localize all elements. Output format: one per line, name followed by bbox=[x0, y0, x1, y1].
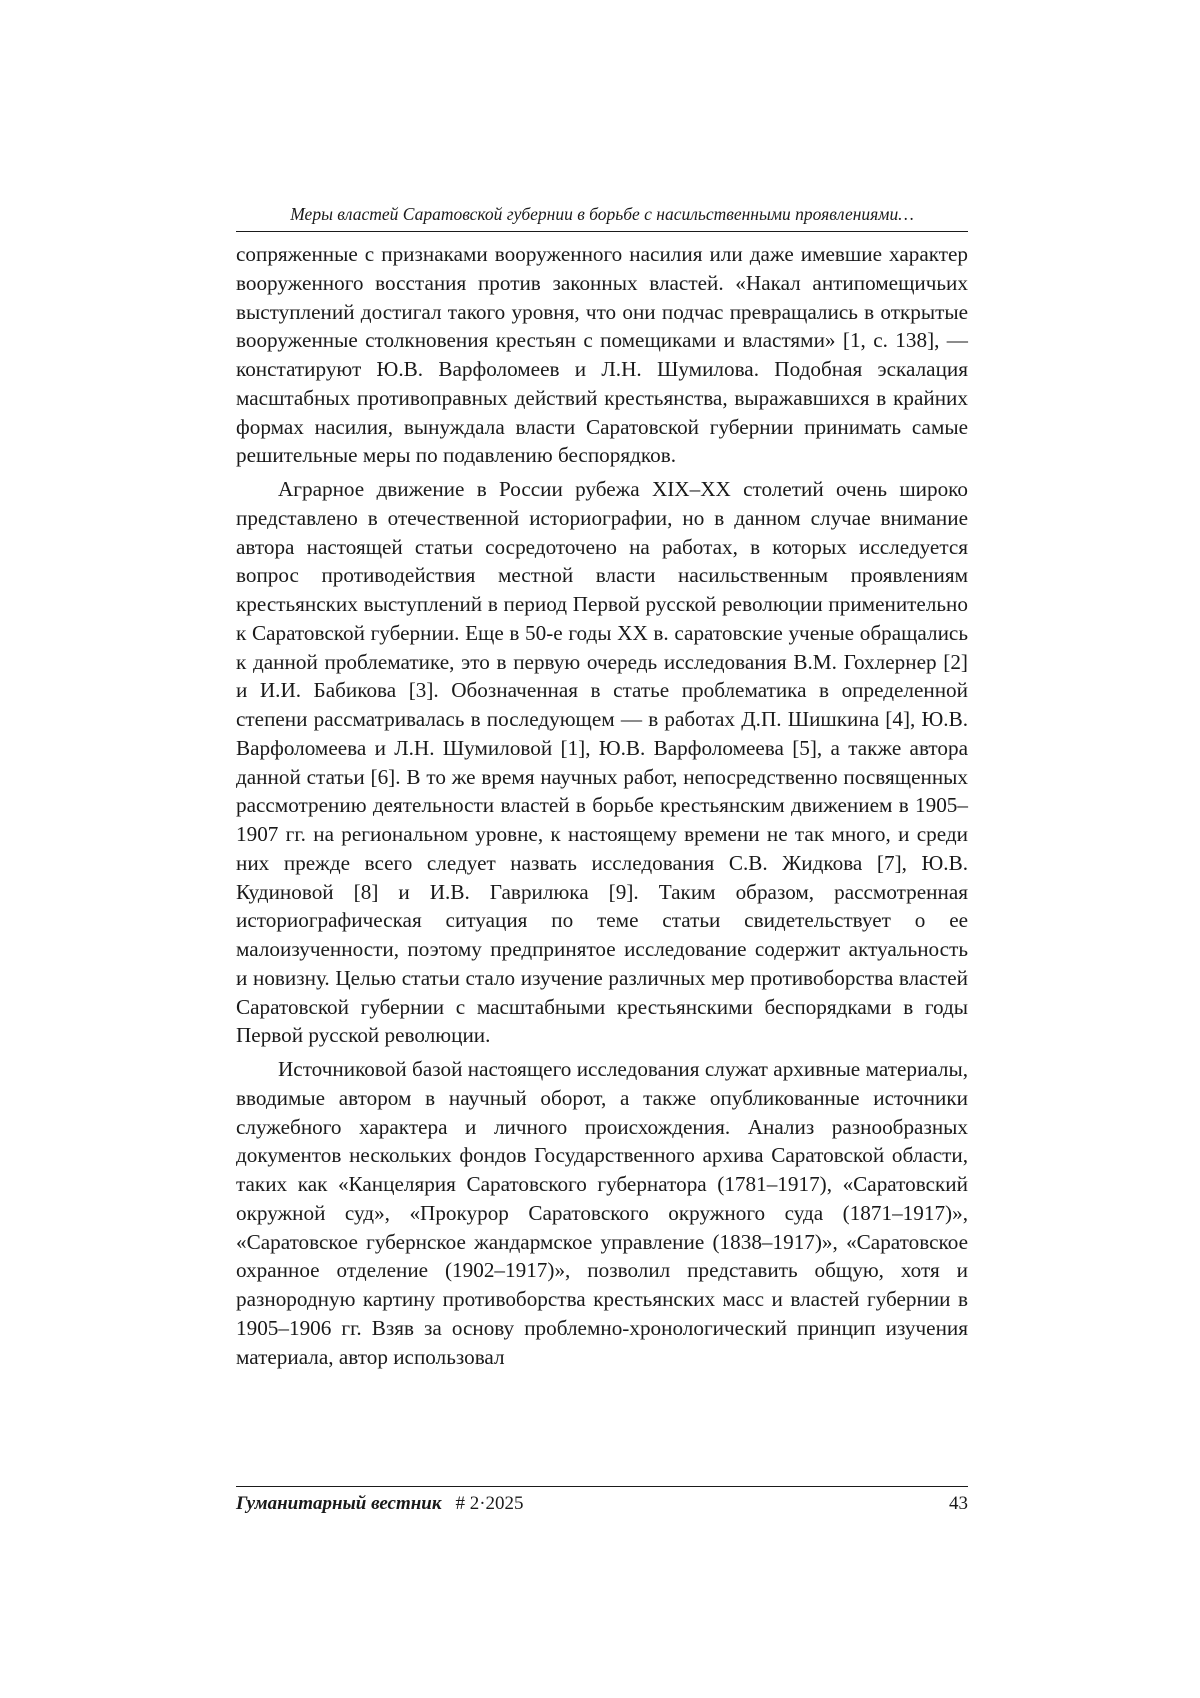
paragraph-historiography: Аграрное движение в России рубежа XIX–XX столетий очень широко представлено в отечественной историографии, но в данном случае внимание автора настоящей статьи сосредоточено на работах, в которых исследуется вопрос противодействия местной власти насильственным проявлениям крестьянских выступлений в период Первой русской революции применительно к Саратовской губернии. Еще в 50-е годы XX в. саратовские ученые обращались к данной проблематике, это в первую очередь исследования В.М. Гохлернер [2] и И.И. Бабикова [3]. Обозначенная в статье проблематика в определенной степени рассматривалась в последующем — в работах Д.П. Шишкина [4], Ю.В. Варфоломеева и Л.Н. Шумиловой [1], Ю.В. Варфоломеева [5], а также автора данной статьи [6]. В то же время научных работ, непосредственно посвященных рассмотрению деятельности властей в борьбе крестьянским движением в 1905–1907 гг. на региональном уровне, к настоящему времени не так много, и среди них прежде всего следует назвать исследования С.В. Жидкова [7], Ю.В. Кудиновой [8] и И.В. Гаврилюка [9]. Таким образом, рассмотренная историографическая ситуация по теме статьи свидетельствует о ее малоизученности, поэтому предпринятое исследование содержит актуальность и новизну. Целью статьи стало изучение различных мер противоборства властей Саратовской губернии с масштабными крестьянскими беспорядками в годы Первой русской революции. bbox=[236, 477, 968, 1048]
paragraph-sources: Источниковой базой настоящего исследования служат архивные материалы, вводимые автором в научный оборот, а также опубликованные источники служебного характера и личного происхождения. Анализ разнообразных документов нескольких фондов Государственного архива Саратовской области, таких как «Канцелярия Саратовского губернатора (1781–1917), «Саратовский окружной суд», «Прокурор Саратовского окружного суда (1871–1917)», «Саратовское губернское жандармское управление (1838–1917)», «Саратовское охранное отделение (1902–1917)», позволил представить общую, хотя и разнородную картину противоборства крестьянских масс и властей губернии в 1905–1906 гг. Взяв за основу проблемно-хронологический принцип изучения материала, автор использовал bbox=[236, 1057, 968, 1369]
page-number: 43 bbox=[949, 1493, 968, 1514]
journal-page bbox=[236, 0, 968, 1698]
header-divider bbox=[236, 231, 968, 232]
article-body bbox=[236, 240, 968, 1376]
footer-divider bbox=[236, 1486, 968, 1487]
page-footer bbox=[236, 1490, 968, 1518]
paragraph-continuation: сопряженные с признаками вооруженного насилия или даже имевшие характер вооруженного восстания против законных властей. «Накал антипомещичьих выступлений достигал такого уровня, что они подчас превращались в открытые вооруженные столкновения крестьян с помещиками и властями» [1, с. 138], — констатируют Ю.В. Варфоломеев и Л.Н. Шумилова. Подобная эскалация масштабных противоправных действий крестьянства, выражавшихся в крайних формах насилия, вынуждала власти Саратовской губернии принимать самые решительные меры по подавлению беспорядков. bbox=[236, 242, 968, 468]
running-header: Меры властей Саратовской губернии в борьбе с насильственными проявлениями… bbox=[290, 204, 914, 224]
journal-name: Гуманитарный вестник bbox=[236, 1493, 442, 1514]
issue-number: # 2·2025 bbox=[455, 1493, 524, 1514]
